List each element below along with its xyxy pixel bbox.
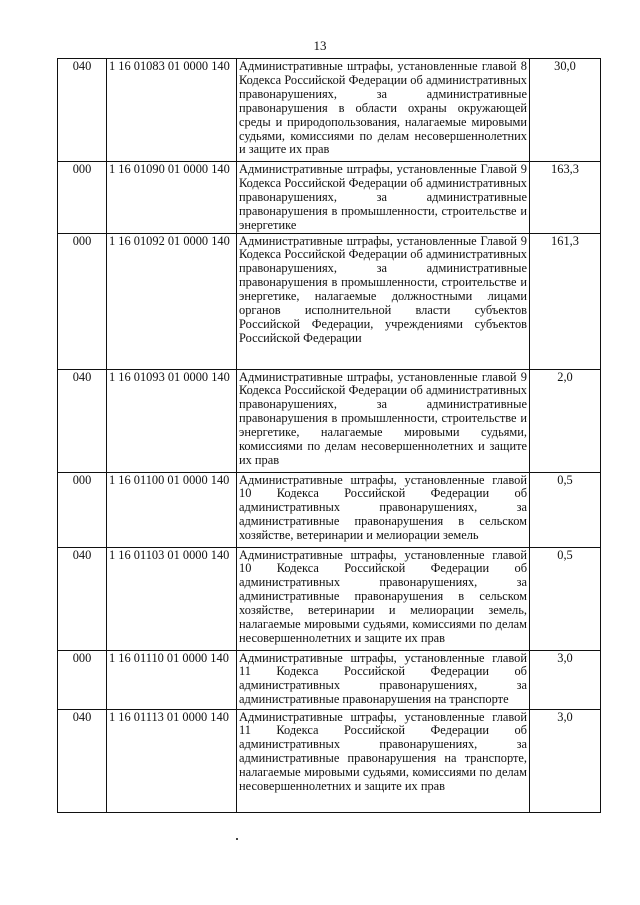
amount-cell: 163,3 [530,162,601,234]
revenue-name-cell: Административные штрафы, установленные главой 8 Кодекса Российской Федерации об административных правонарушениях, за административные правонарушения в области охраны окружающей среды и природопользования, налагаемые мировыми судьями, комиссиями по делам несовершеннолетних и защите их прав [237,59,530,162]
amount-cell: 3,0 [530,709,601,812]
scan-speck [236,838,238,840]
table-row [58,59,601,162]
revenue-name-cell: Административные штрафы, установленные главой 11 Кодекса Российской Федерации об административных правонарушениях, за административные правонарушения на транспорте, налагаемые мировыми судьями, комиссиями по делам несовершеннолетних и защите их прав [237,709,530,812]
budget-code-cell: 1 16 01100 01 0000 140 [107,472,237,547]
table-row [58,650,601,709]
budget-code-cell: 1 16 01110 01 0000 140 [107,650,237,709]
admin-code-cell: 000 [58,472,107,547]
revenue-name-cell: Административные штрафы, установленные главой 10 Кодекса Российской Федерации об административных правонарушениях, за административные правонарушения в сельском хозяйстве, ветеринарии и мелиорации земель, налагаемые мировыми судьями, комиссиями по делам несовершеннолетних и защите их прав [237,547,530,650]
admin-code-cell: 040 [58,369,107,472]
table-row [58,709,601,812]
budget-code-cell: 1 16 01093 01 0000 140 [107,369,237,472]
amount-cell: 2,0 [530,369,601,472]
revenue-name-cell: Административные штрафы, установленные главой 11 Кодекса Российской Федерации об административных правонарушениях, за административные правонарушения на транспорте [237,650,530,709]
budget-code-cell: 1 16 01090 01 0000 140 [107,162,237,234]
admin-code-cell: 040 [58,59,107,162]
admin-code-cell: 000 [58,162,107,234]
revenue-name-cell: Административные штрафы, установленные главой 10 Кодекса Российской Федерации об административных правонарушениях, за административные правонарушения в сельском хозяйстве, ветеринарии и мелиорации земель [237,472,530,547]
budget-code-cell: 1 16 01083 01 0000 140 [107,59,237,162]
budget-code-cell: 1 16 01113 01 0000 140 [107,709,237,812]
revenue-name-cell: Административные штрафы, установленные главой 9 Кодекса Российской Федерации об административных правонарушениях, за административные правонарушения в промышленности, строительстве и энергетике, налагаемые мировыми судьями, комиссиями по делам несовершеннолетних и защите их прав [237,369,530,472]
table-row [58,547,601,650]
table-row [58,162,601,234]
admin-code-cell: 000 [58,650,107,709]
table-row [58,472,601,547]
revenue-name-cell: Административные штрафы, установленные Главой 9 Кодекса Российской Федерации об административных правонарушениях, за административные правонарушения в промышленности, строительстве и энергетике [237,162,530,234]
amount-cell: 3,0 [530,650,601,709]
budget-code-cell: 1 16 01103 01 0000 140 [107,547,237,650]
table-row [58,369,601,472]
amount-cell: 30,0 [530,59,601,162]
budget-code-cell: 1 16 01092 01 0000 140 [107,233,237,369]
amount-cell: 0,5 [530,472,601,547]
admin-code-cell: 000 [58,233,107,369]
admin-code-cell: 040 [58,547,107,650]
revenue-name-cell: Административные штрафы, установленные Главой 9 Кодекса Российской Федерации об административных правонарушениях, за административные правонарушения в промышленности, строительстве и энергетике, налагаемые должностными лицами органов исполнительной власти субъектов Российской Федерации, учреждениями субъектов Российской Федерации [237,233,530,369]
amount-cell: 0,5 [530,547,601,650]
admin-code-cell: 040 [58,709,107,812]
table-row [58,233,601,369]
budget-revenue-table [57,58,601,813]
page-number: 13 [313,38,327,53]
amount-cell: 161,3 [530,233,601,369]
